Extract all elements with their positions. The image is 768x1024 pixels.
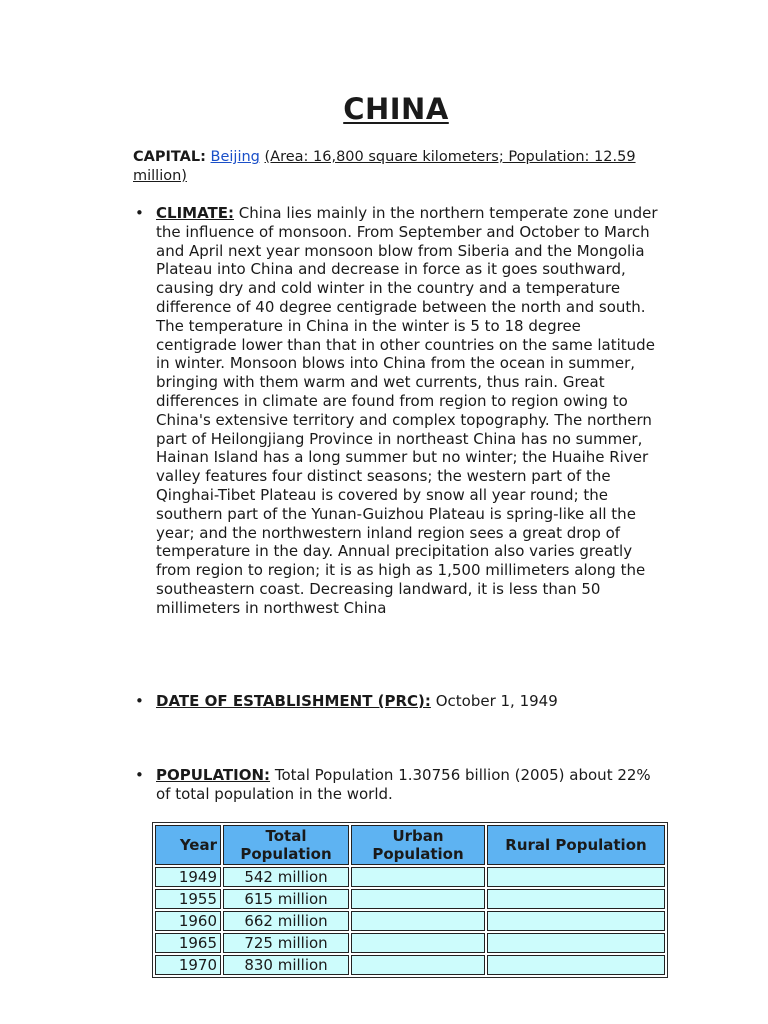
cell-total: 615 million [223,889,349,909]
population-item [156,766,660,804]
cell-total: 542 million [223,867,349,887]
cell-year: 1960 [155,911,221,931]
capital-label: CAPITAL: [133,149,206,165]
table-row [155,889,665,909]
table-row [155,933,665,953]
cell-rural [487,955,665,975]
header-year: Year [155,825,221,865]
capital-city-link[interactable]: Beijing [210,149,260,165]
cell-year: 1949 [155,867,221,887]
cell-urban [351,867,485,887]
cell-urban [351,889,485,909]
capital-details: (Area: 16,800 square kilometers; Population: 12.59 million) [133,149,636,184]
cell-rural [487,867,665,887]
population-text: Total Population 1.30756 billion (2005) about 22% of total population in the world. [156,766,651,803]
bullet-icon: • [135,766,144,784]
bullet-icon: • [135,204,144,222]
page-title: CHINA [343,92,449,126]
table-row [155,867,665,887]
establishment-label: DATE OF ESTABLISHMENT (PRC): [156,692,431,710]
cell-rural [487,933,665,953]
bullet-icon: • [135,692,144,710]
cell-total: 830 million [223,955,349,975]
climate-item [156,204,660,618]
table-row [155,911,665,931]
cell-urban [351,933,485,953]
cell-rural [487,889,665,909]
climate-text: China lies mainly in the northern temperate zone under the influence of monsoon. From September and October to March and April next year monsoon blow from Siberia and the Mongolia Plateau into China and decrease in force as it goes southward, causing dry and cold winter in the country and a temperature difference of 40 degree centigrade between the north and south. The temperature in China in the winter is 5 to 18 degree centigrade lower than that in other countries on the same latitude in winter. Monsoon blows into China from the ocean in summer, bringing with them warm and wet currents, thus rain. Great differences in climate are found from region to region owing to China's extensive territory and complex topography. The northern part of Heilongjiang Province in northeast China has no summer, Hainan Island has a long summer but no winter; the Huaihe River valley features four distinct seasons; the western part of the Qinghai-Tibet Plateau is covered by snow all year round; the southern part of the Yunan-Guizhou Plateau is spring-like all the year; and the northwestern inland region sees a great drop of temperature in the day. Annual precipitation also varies greatly from region to region; it is as high as 1,500 millimeters along the southeastern coast. Decreasing landward, it is less than 50 millimeters in northwest China [156,204,658,617]
cell-rural [487,911,665,931]
cell-total: 725 million [223,933,349,953]
establishment-text: October 1, 1949 [435,692,558,710]
cell-urban [351,911,485,931]
population-table [152,822,668,978]
capital-line [133,148,673,186]
table-header-row [155,825,665,865]
table-row [155,955,665,975]
population-label: POPULATION: [156,766,271,784]
establishment-item [156,692,660,711]
climate-label: CLIMATE: [156,204,234,222]
cell-urban [351,955,485,975]
cell-total: 662 million [223,911,349,931]
cell-year: 1955 [155,889,221,909]
cell-year: 1965 [155,933,221,953]
cell-year: 1970 [155,955,221,975]
header-rural-population: Rural Population [487,825,665,865]
header-total-population: Total Population [223,825,349,865]
header-urban-population: Urban Population [351,825,485,865]
